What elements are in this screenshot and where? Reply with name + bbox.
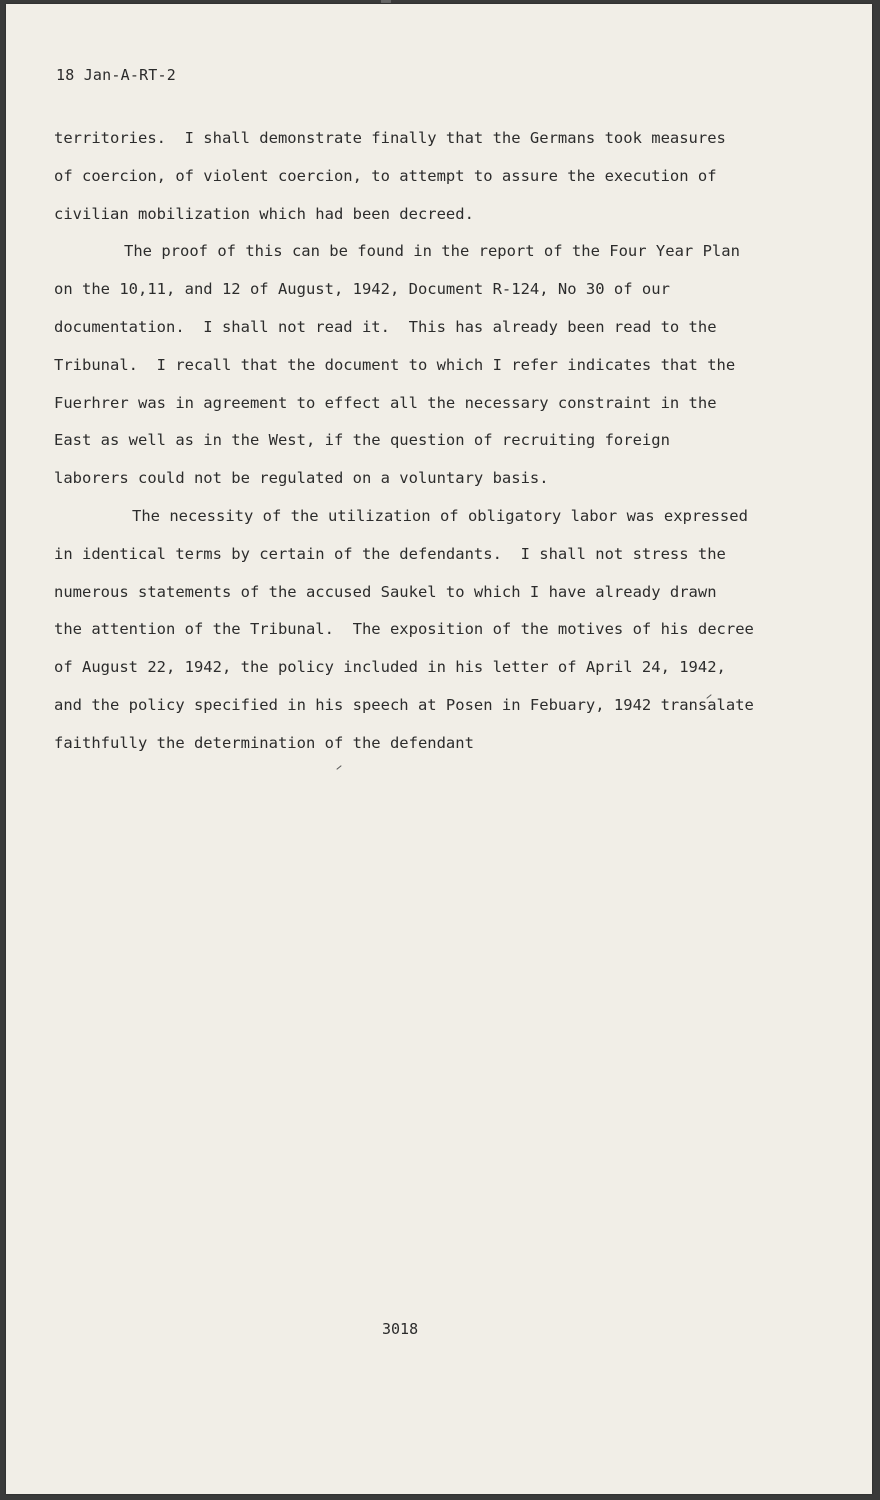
page-header: 18 Jan-A-RT-2 [56,66,176,84]
text-line: The necessity of the utilization of obligatory labor was expressed [132,506,748,525]
text-line: territories. I shall demonstrate finally that the Germans took measures [54,129,726,147]
text-line: East as well as in the West, if the question of recruiting foreign [54,431,670,450]
text-line: of August 22, 1942, the policy included in his letter of April 24, 1942, [54,658,726,677]
text-line: documentation. I shall not read it. This has already been read to the [54,317,717,336]
text-line: Fuerhrer was in agreement to effect all the necessary constraint in the [54,393,717,412]
stray-mark [336,765,341,770]
document-body [54,120,834,763]
binding-mark [381,0,391,3]
text-line: on the 10,11, and 12 of August, 1942, Document R-124, No 30 of our [54,280,670,299]
text-line: of coercion, of violent coercion, to attempt to assure the execution of [54,166,717,185]
text-line: civilian mobilization which had been decreed. [54,204,474,223]
text-line: Tribunal. I recall that the document to which I refer indicates that the [54,355,736,374]
text-line: The proof of this can be found in the report of the Four Year Plan [124,242,740,261]
text-line: faithfully the determination of the defendant [54,733,474,752]
text-line: the attention of the Tribunal. The exposition of the motives of his decree [54,620,754,639]
text-line: in identical terms by certain of the defendants. I shall not stress the [54,544,726,563]
text-line: numerous statements of the accused Saukel to which I have already drawn [54,582,717,601]
page-number: 3018 [382,1320,419,1338]
text-line: and the policy specified in his speech at Posen in Febuary, 1942 transalate [54,695,754,714]
document-page [6,4,872,1494]
text-line: laborers could not be regulated on a voluntary basis. [54,469,549,488]
